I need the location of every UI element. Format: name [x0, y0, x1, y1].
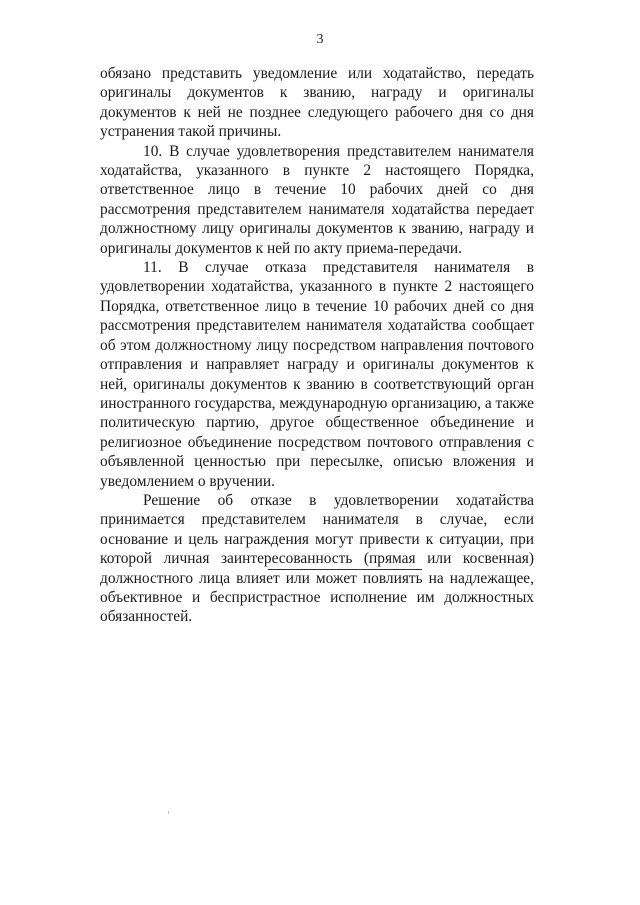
- paragraph-clause-11: 11. В случае отказа представителя нанимателя в удовлетворении ходатайства, указанного в пункте 2 настоящего Порядка, ответственное лицо в течение 10 рабочих дней со дня рассмотрения представителем нанимателя ходатайства сообщает об этом должностному лицу посредством направления почтового отправления и направляет награду и оригиналы документов к ней, оригиналы документов к званию в соответствующий орган иностранного государства, международную организацию, а также политическую партию, другое общественное объединение и религиозное объединение посредством почтового отправления с объявленной ценностью при пересылке, описью вложения и уведомлением о вручении.: [100, 259, 534, 490]
- paragraph-clause-10: 10. В случае удовлетворения представителем нанимателя ходатайства, указанного в пункте 2 настоящего Порядка, ответственное лицо в течение 10 рабочих дней со дня рассмотрения представителем нанимателя ходатайства передает должностному лицу оригиналы документов к званию, награду и оригиналы документов к ней по акту приема-передачи.: [100, 142, 534, 257]
- document-body: [100, 64, 534, 627]
- scan-speck: [168, 811, 169, 814]
- paragraph-continuation: обязано представить уведомление или ходатайство, передать оригиналы документов к званию, награду и оригиналы документов к ней не позднее следующего рабочего дня со дня устранения такой причины.: [100, 65, 534, 141]
- page-number: 3: [316, 32, 324, 47]
- paragraph-refusal-decision: Решение об отказе в удовлетворении ходатайства принимается представителем нанимателя в случае, если основание и цель награждения могут привести к ситуации, при которой личная заинтересованность (прямая или косвенная) должностного лица влияет или может повлиять на надлежащее, объективное и беспристрастное исполнение им должностных обязанностей.: [100, 491, 534, 626]
- end-of-document-rule: [268, 569, 422, 570]
